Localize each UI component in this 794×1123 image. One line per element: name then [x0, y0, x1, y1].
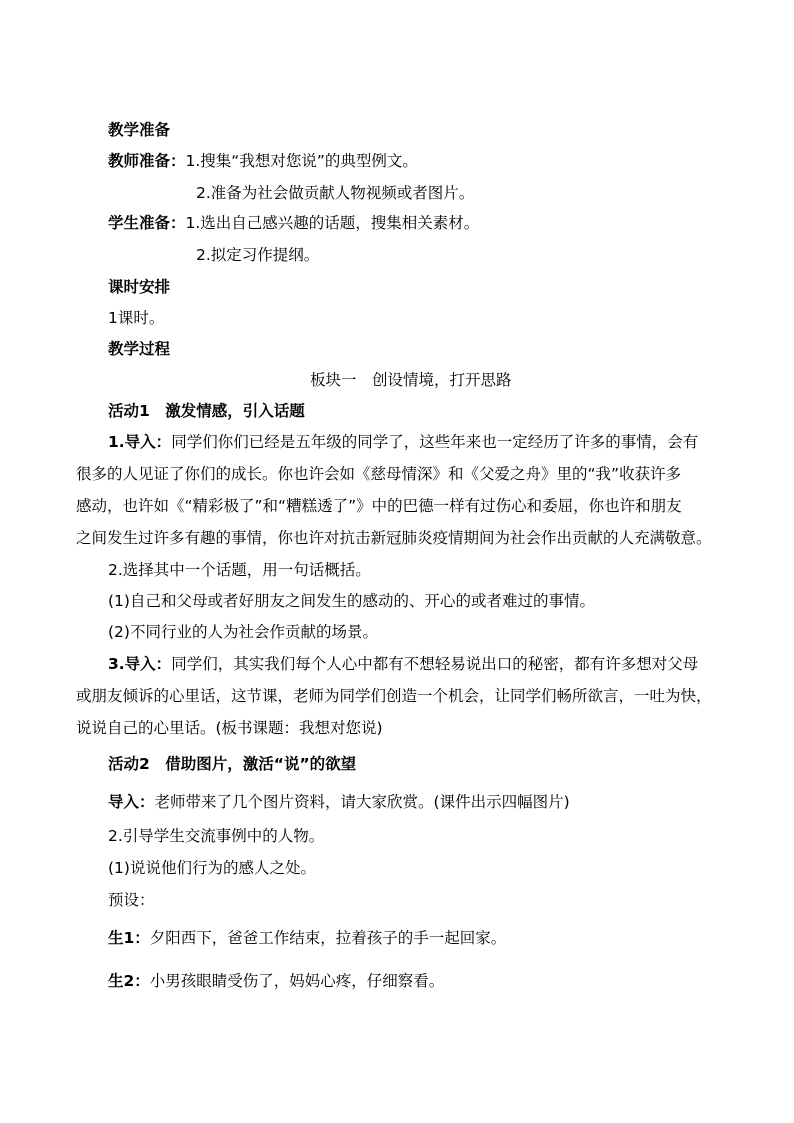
activity2-p4: 预设： — [108, 891, 155, 909]
activity2-p1-label: 导入： — [108, 793, 155, 811]
student-1-text: 夕阳西下，爸爸工作结束，拉着孩子的手一起回家。 — [149, 929, 507, 947]
section-title-preparation: 教学准备 — [108, 121, 171, 139]
teacher-prep-label: 教师准备： — [108, 152, 186, 170]
schedule-value: 1课时。 — [108, 309, 165, 327]
activity1-p1-label: 1.导入： — [108, 433, 172, 451]
student-2-text: 小男孩眼睛受伤了，妈妈心疼，仔细察看。 — [149, 972, 445, 990]
activity1-p2: 2.选择其中一个话题，用一句话概括。 — [108, 561, 371, 579]
activity2-title: 活动2 借助图片，激活“说”的欲望 — [108, 755, 357, 773]
teacher-prep-item-1: 1.搜集“我想对您说”的典型例文。 — [185, 152, 418, 170]
activity1-title: 活动1 激发情感，引入话题 — [108, 402, 305, 420]
activity1-p1-line-2: 很多的人见证了你们的成长。你也许会如《慈母情深》和《父爱之舟》里的“我”收获许多 — [76, 465, 682, 483]
activity2-p1-text: 老师带来了几个图片资料，请大家欣赏。(课件出示四幅图片) — [154, 793, 570, 811]
activity1-p3: (1)自己和父母或者好朋友之间发生的感动的、开心的或者难过的事情。 — [108, 592, 595, 610]
student-prep-item-2: 2.拟定习作提纲。 — [196, 246, 320, 264]
activity1-p5-text-1: 同学们，其实我们每个人心中都有不想轻易说出口的秘密，都有许多想对父母 — [171, 655, 699, 673]
activity1-p5-label: 3.导入： — [108, 655, 172, 673]
student-prep-line-1 — [108, 213, 479, 233]
activity1-p1-line-1 — [108, 432, 698, 452]
section-title-schedule: 课时安排 — [108, 278, 171, 296]
activity1-p1-line-4: 之间发生过许多有趣的事情，你也许对抗击新冠肺炎疫情期间为社会作出贡献的人充满敬意。 — [76, 529, 712, 547]
activity1-p4: (2)不同行业的人为社会作贡献的场景。 — [108, 623, 378, 641]
block1-title: 板块一 创设情境，打开思路 — [310, 371, 512, 389]
student-1-label: 生1： — [108, 929, 150, 947]
activity1-p1-text-1: 同学们你们已经是五年级的同学了，这些年来也一定经历了许多的事情，会有 — [171, 433, 699, 451]
activity2-p1 — [108, 792, 570, 812]
section-title-process: 教学过程 — [108, 340, 171, 358]
teacher-prep-line-1 — [108, 151, 418, 171]
teacher-prep-item-2: 2.准备为社会做贡献人物视频或者图片。 — [196, 184, 475, 202]
activity2-p3: (1)说说他们行为的感人之处。 — [108, 859, 316, 877]
activity2-p2: 2.引导学生交流事例中的人物。 — [108, 827, 325, 845]
student-prep-label: 学生准备： — [108, 214, 186, 232]
activity1-p5-line-2: 或朋友倾诉的心里话，这节课，老师为同学们创造一个机会，让同学们畅所欲言，一吐为快， — [76, 687, 712, 705]
activity1-p5-line-1 — [108, 654, 698, 674]
student-prep-item-1: 1.选出自己感兴趣的话题，搜集相关素材。 — [185, 214, 480, 232]
student-2-label: 生2： — [108, 972, 150, 990]
activity1-p1-line-3: 感动，也许如《“精彩极了”和“糟糕透了”》中的巴德一样有过伤心和委屈，你也许和朋友 — [76, 497, 682, 515]
activity2-student-1 — [108, 928, 506, 948]
activity1-p5-line-3: 说说自己的心里话。(板书课题：我想对您说) — [76, 719, 383, 737]
activity2-student-2 — [108, 971, 444, 991]
